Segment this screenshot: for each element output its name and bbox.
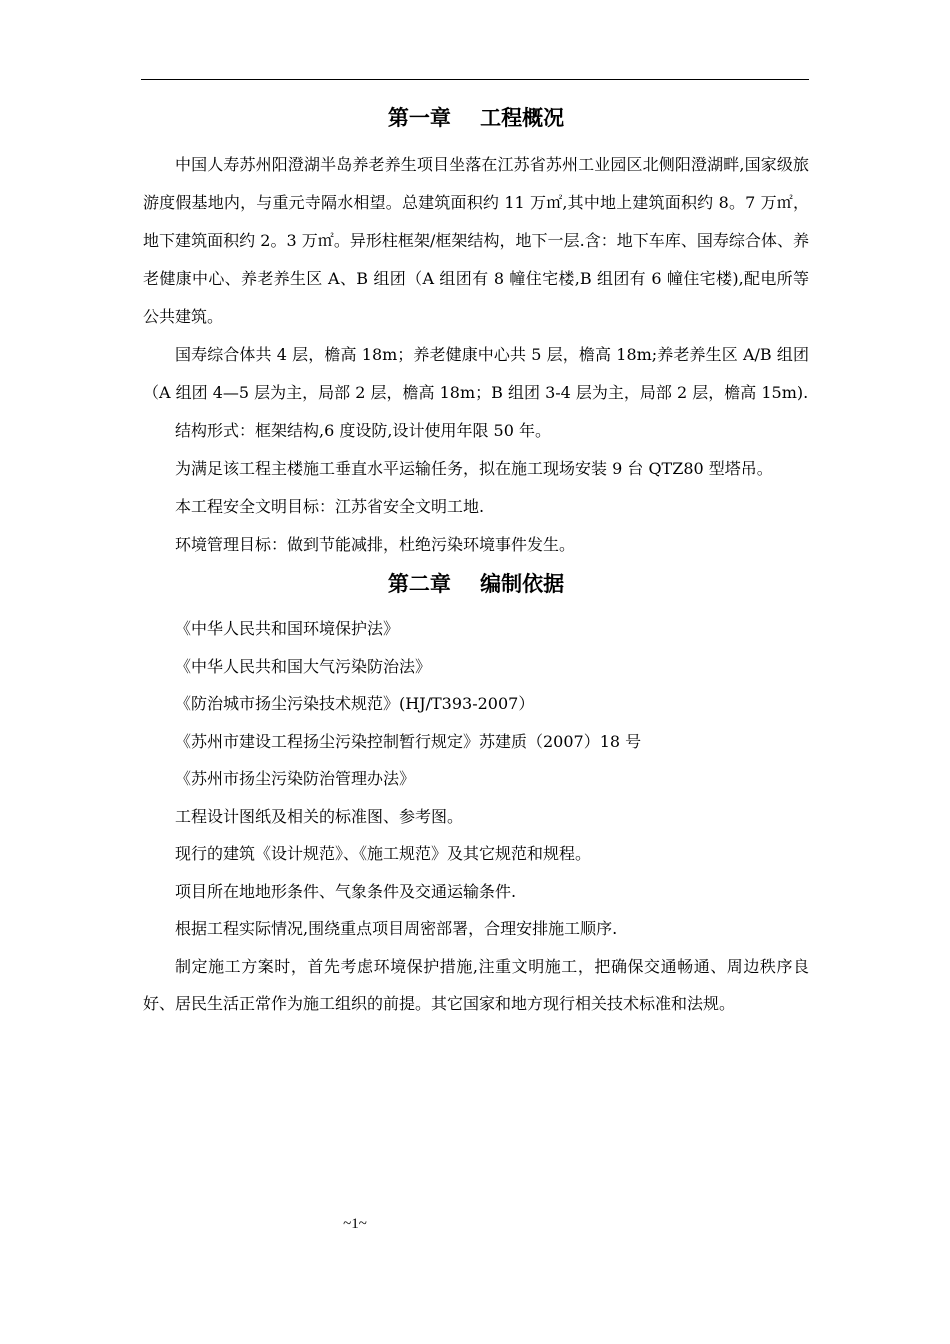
chapter-1-title: 第一章 工程概况 [387, 106, 565, 130]
chapter-2-title: 第二章 编制依据 [387, 572, 565, 596]
chapter-2-paragraph: 项目所在地地形条件、气象条件及交通运输条件. [175, 881, 517, 901]
chapter-2-paragraph: 工程设计图纸及相关的标准图、参考图。 [175, 806, 464, 826]
page-number: ~1~ [343, 1216, 367, 1232]
chapter-2-paragraph: 《中华人民共和国环境保护法》 [175, 619, 400, 638]
chapter-2-paragraph: 《苏州市扬尘污染防治管理办法》 [175, 769, 416, 788]
chapter-2-paragraph: 《苏州市建设工程扬尘污染控制暂行规定》苏建质（2007）18 号 [175, 731, 642, 751]
header-rule [141, 79, 809, 80]
chapter-2-paragraph: 根据工程实际情况,围绕重点项目周密部署，合理安排施工顺序. [175, 919, 618, 938]
chapter-1-paragraph: 结构形式：框架结构,6 度设防,设计使用年限 50 年。 [175, 421, 551, 440]
chapter-1-paragraph: 中国人寿苏州阳澄湖半岛养老养生项目坐落在江苏省苏州工业园区北侧阳澄湖畔,国家级旅游度假基地内，与重元寺隔水相望。总建筑面积约 11 万㎡,其中地上建筑面积约 8。7 万㎡，地下建筑面积约 2。3 万㎡。异形柱框架/框架结构，地下一层.含：地下车库、国寿综合体、养老健康中心、养老养生区 A、B 组团（A 组团有 8 幢住宅楼,B 组团有 6 幢住宅楼),配电所等公共建筑。 [143, 155, 809, 326]
chapter-1-paragraph: 国寿综合体共 4 层，檐高 18m；养老健康中心共 5 层，檐高 18m;养老养生区 A/B 组团（A 组团 4—5 层为主，局部 2 层，檐高 18m；B 组团 3-4 层为主，局部 2 层，檐高 15m). [143, 345, 809, 402]
document-body [143, 100, 809, 1023]
chapter-1-paragraph: 本工程安全文明目标：江苏省安全文明工地. [175, 497, 485, 516]
chapter-2-paragraph: 《中华人民共和国大气污染防治法》 [175, 656, 432, 676]
chapter-2-paragraph: 《防治城市扬尘污染技术规范》(HJ/T393-2007） [175, 694, 535, 713]
chapter-1-paragraph: 环境管理目标：做到节能减排，杜绝污染环境事件发生。 [175, 535, 576, 554]
chapter-2-paragraph: 制定施工方案时，首先考虑环境保护措施,注重文明施工，把确保交通畅通、周边秩序良好、居民生活正常作为施工组织的前提。其它国家和地方现行相关技术标准和法规。 [143, 956, 809, 1013]
chapter-1-paragraph: 为满足该工程主楼施工垂直水平运输任务，拟在施工现场安装 9 台 QTZ80 型塔吊。 [175, 459, 773, 478]
chapter-2-paragraph: 现行的建筑《设计规范》、《施工规范》及其它规范和规程。 [175, 844, 592, 863]
